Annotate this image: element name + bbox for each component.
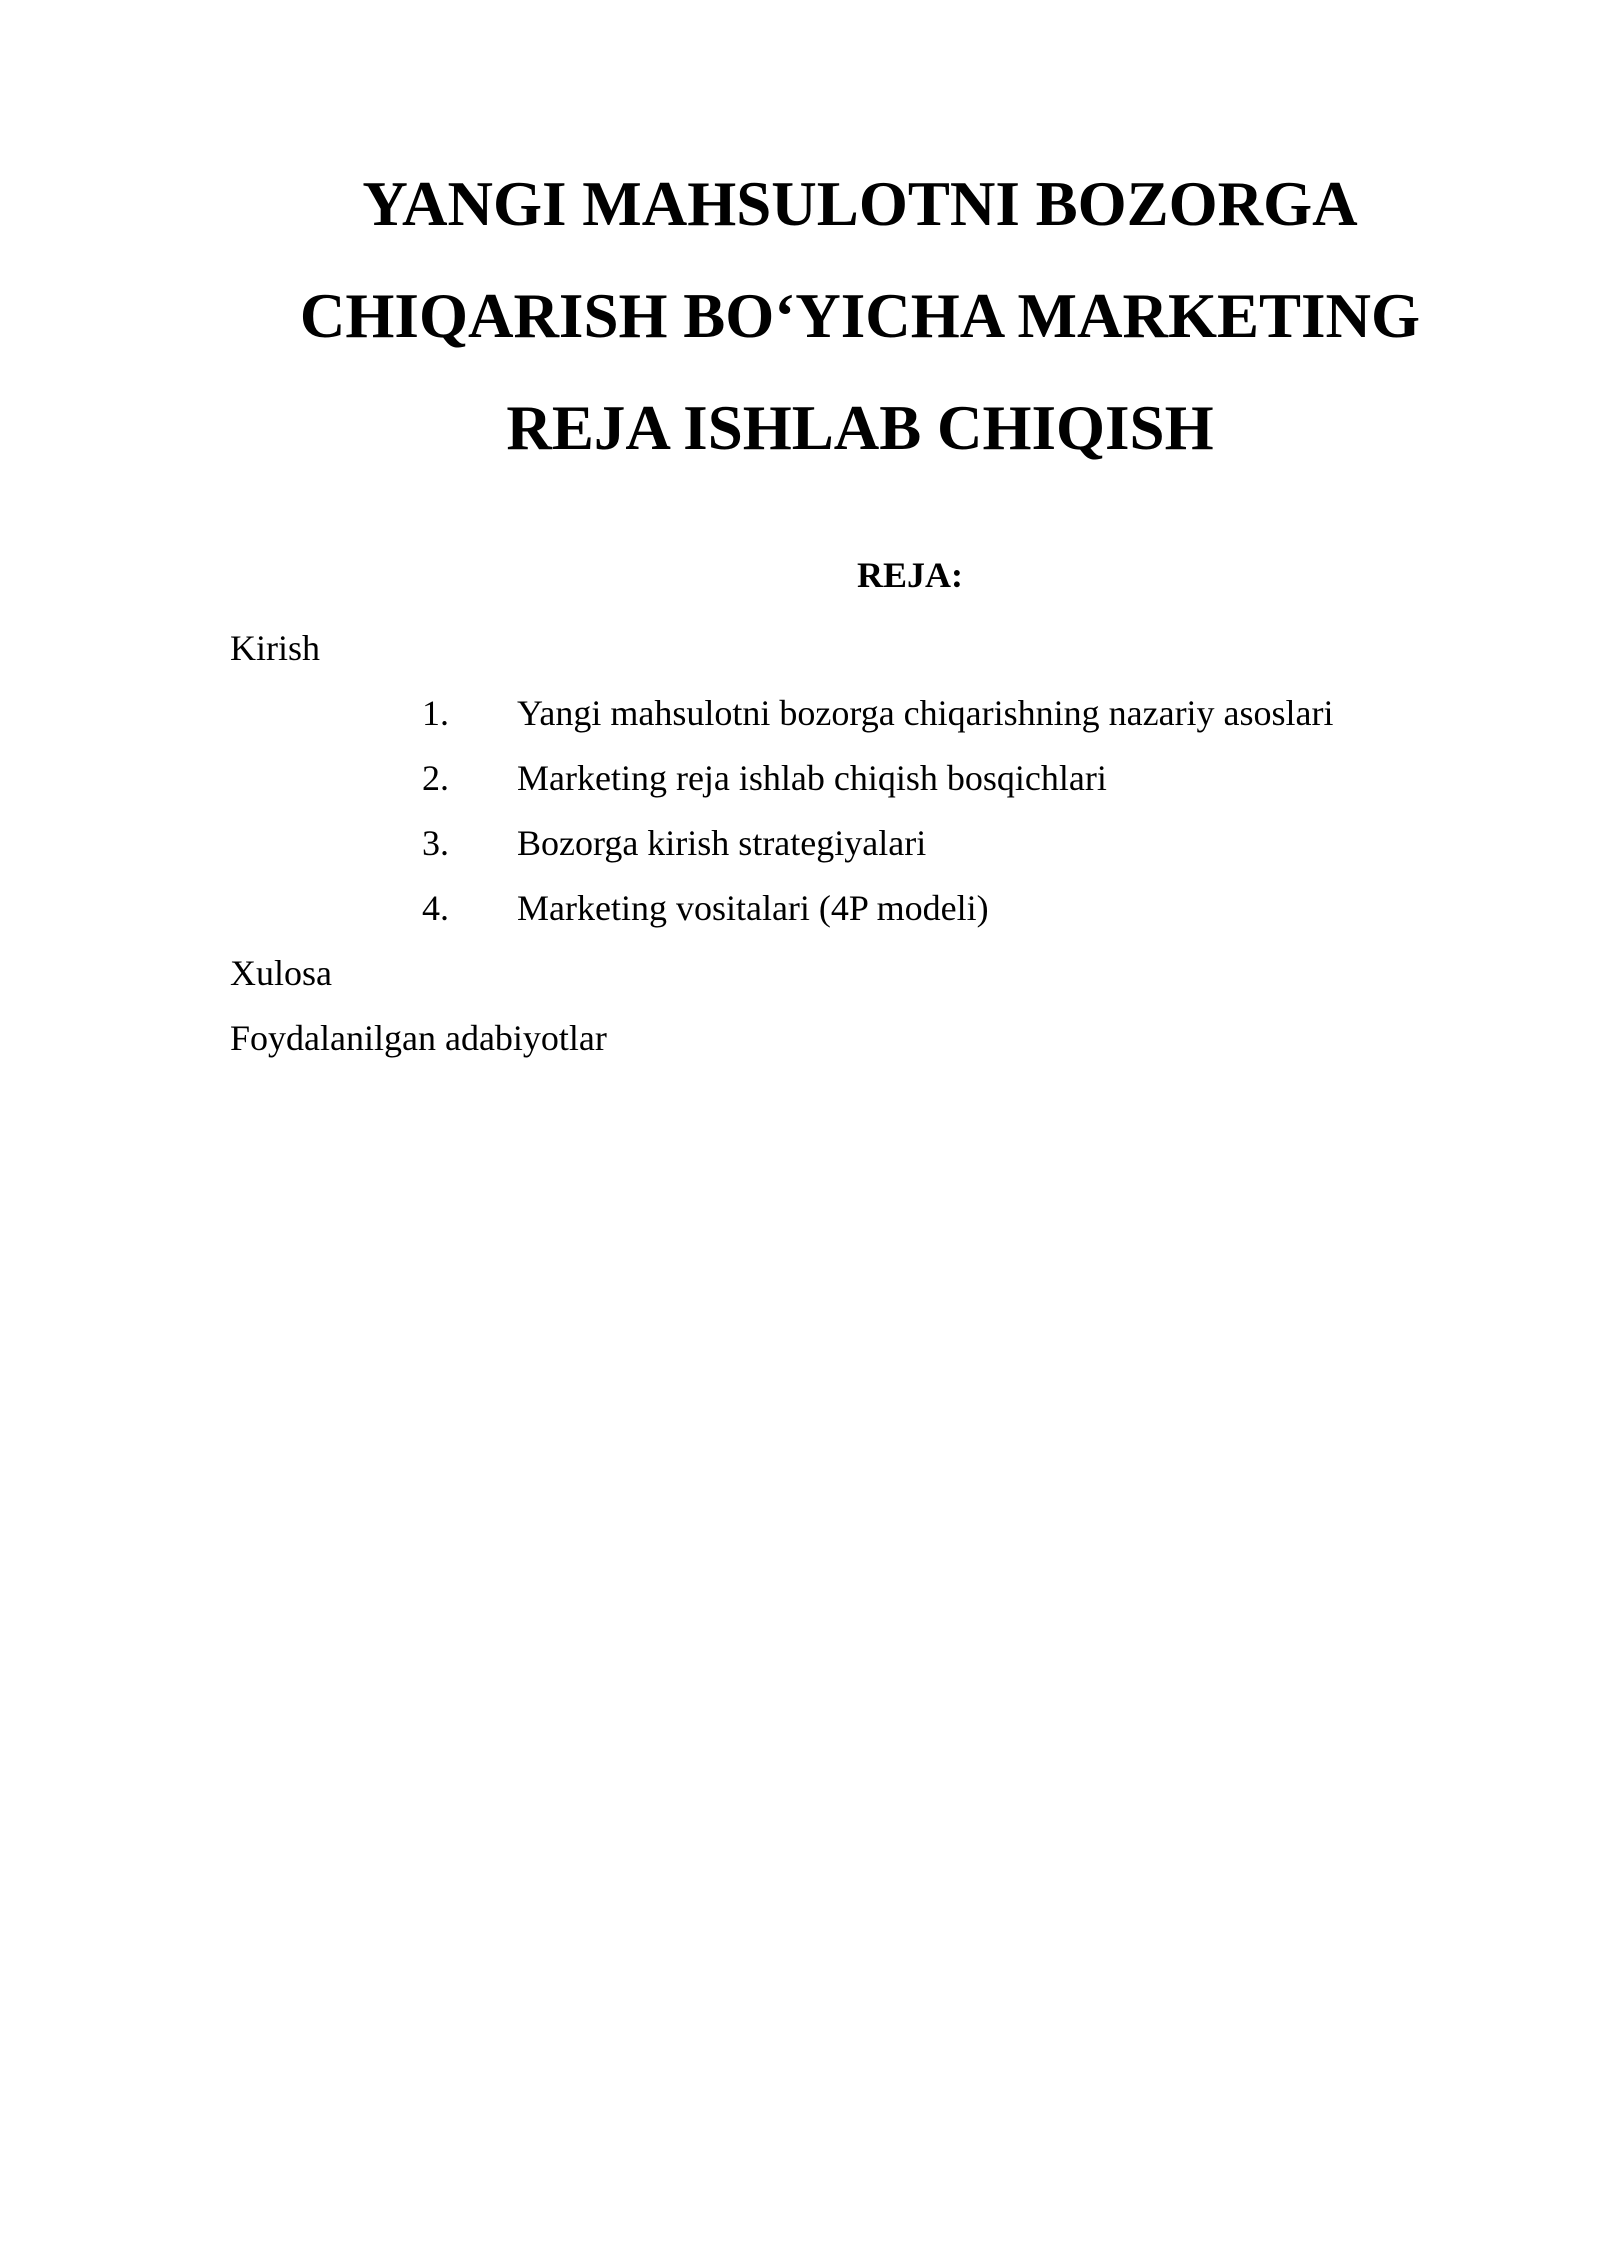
toc-section-item bbox=[230, 681, 1430, 746]
title-line-1: YANGI MAHSULOTNI BOZORGA bbox=[362, 169, 1358, 239]
section-number: 1. bbox=[422, 693, 449, 733]
toc-intro: Kirish bbox=[230, 628, 320, 668]
title-line-3: REJA ISHLAB CHIQISH bbox=[506, 393, 1214, 463]
toc-section-list bbox=[230, 681, 1430, 941]
toc-conclusion: Xulosa bbox=[230, 953, 332, 993]
table-of-contents bbox=[230, 616, 1430, 1071]
section-number: 3. bbox=[422, 823, 449, 863]
section-title: Bozorga kirish strategiyalari bbox=[517, 823, 927, 863]
section-number: 2. bbox=[422, 758, 449, 798]
title-line-2: CHIQARISH BO‘YICHA MARKETING bbox=[299, 281, 1421, 351]
section-title: Marketing vositalari (4P modeli) bbox=[517, 888, 989, 928]
toc-references: Foydalanilgan adabiyotlar bbox=[230, 1018, 607, 1058]
toc-section-item bbox=[230, 876, 1430, 941]
toc-section-item bbox=[230, 811, 1430, 876]
section-title: Yangi mahsulotni bozorga chiqarishning nazariy asoslari bbox=[517, 693, 1334, 733]
section-number: 4. bbox=[422, 888, 449, 928]
toc-section-item bbox=[230, 746, 1430, 811]
document-title bbox=[230, 148, 1490, 484]
plan-heading: REJA: bbox=[857, 555, 963, 595]
section-title: Marketing reja ishlab chiqish bosqichlari bbox=[517, 758, 1107, 798]
